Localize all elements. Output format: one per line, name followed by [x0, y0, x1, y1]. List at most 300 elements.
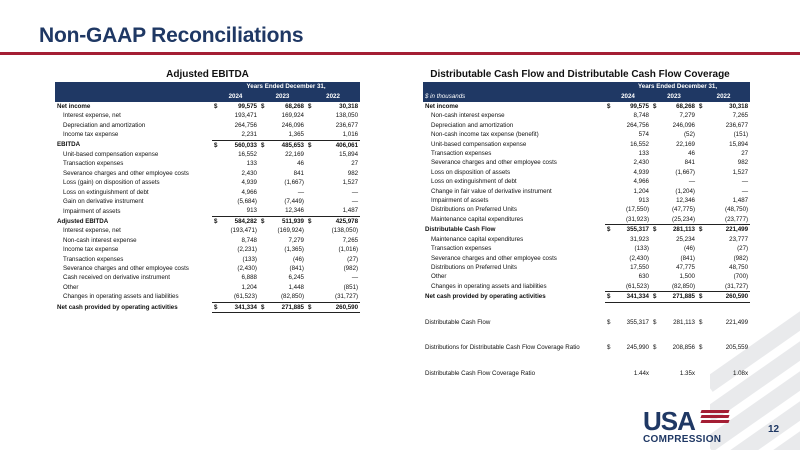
table-row	[423, 205, 750, 214]
currency-symbol	[651, 215, 659, 225]
table-row	[55, 273, 360, 282]
value-cell: 99,575	[238, 103, 257, 110]
table-row	[423, 343, 750, 352]
value-cell: —	[741, 178, 749, 186]
value-cell: 355,317	[626, 319, 649, 327]
currency-symbol	[605, 369, 613, 378]
currency-symbol	[212, 111, 220, 120]
currency-symbol	[259, 188, 267, 197]
row-label: Severance charges and other employee costs	[431, 254, 557, 262]
value-cell: 1,487	[732, 197, 749, 205]
value-cell: 208,856	[672, 344, 695, 352]
currency-symbol	[697, 140, 705, 149]
spacer-row	[423, 327, 750, 343]
currency-symbol: $	[259, 216, 267, 226]
value-cell: 584,282	[220, 216, 259, 226]
value-cell: 1,527	[732, 168, 749, 176]
value-cell: 271,885	[267, 302, 306, 312]
currency-symbol: $	[261, 103, 265, 110]
currency-symbol	[651, 158, 659, 167]
currency-symbol	[605, 215, 613, 225]
value-cell: (47,775)	[671, 206, 695, 214]
value-cell: 47,775	[676, 263, 695, 271]
currency-symbol	[697, 369, 705, 378]
currency-symbol	[259, 255, 267, 264]
currency-symbol	[605, 263, 613, 272]
logo-compression-text: COMPRESSION	[643, 434, 722, 445]
currency-symbol	[212, 226, 220, 235]
table-row	[423, 187, 750, 196]
adjusted-ebitda-table	[55, 82, 360, 313]
currency-symbol: $	[306, 302, 314, 312]
table-row	[423, 254, 750, 263]
currency-symbol	[605, 158, 613, 167]
value-cell: 1,016	[342, 131, 359, 139]
value-cell: 281,113	[659, 225, 697, 235]
table-row	[423, 215, 750, 225]
spacer-row	[423, 353, 750, 369]
row-label: Income tax expense	[63, 246, 119, 254]
value-cell: (700)	[733, 273, 749, 281]
row-label: Other	[431, 273, 447, 281]
value-cell: 138,050	[335, 112, 359, 120]
value-cell: (46)	[683, 245, 695, 253]
currency-symbol	[212, 159, 220, 168]
row-label: Changes in operating assets and liabilities	[431, 282, 547, 290]
value-cell: 12,346	[676, 197, 695, 205]
currency-symbol	[605, 130, 613, 139]
currency-symbol	[697, 149, 705, 158]
value-cell: 7,279	[679, 112, 695, 120]
value-cell: 27	[741, 150, 749, 158]
currency-symbol	[697, 111, 705, 120]
table-row	[423, 102, 750, 111]
value-cell: 1,204	[633, 187, 649, 195]
value-cell: 1,527	[342, 179, 359, 187]
value-cell: (2,430)	[237, 264, 257, 272]
currency-symbol	[259, 236, 267, 245]
value-cell: 7,265	[342, 236, 359, 244]
currency-symbol	[306, 206, 314, 216]
row-label: Loss on extinguishment of debt	[63, 188, 149, 196]
usa-compression-logo	[643, 406, 753, 446]
value-cell: 982	[347, 169, 359, 177]
value-cell: 7,279	[288, 236, 304, 244]
currency-symbol	[306, 188, 314, 197]
value-cell: (1,016)	[338, 246, 359, 254]
row-label: Cash received on derivative instrument	[63, 274, 170, 282]
right-units-label: $ in thousands	[423, 92, 605, 102]
currency-symbol	[259, 245, 267, 254]
table-row	[423, 130, 750, 139]
value-cell: 133	[638, 150, 649, 158]
value-cell: 1,365	[288, 131, 304, 139]
value-cell: —	[351, 198, 359, 206]
value-cell: 913	[246, 207, 257, 215]
value-cell: 221,499	[705, 225, 750, 235]
currency-symbol	[651, 196, 659, 205]
currency-symbol	[651, 254, 659, 263]
currency-symbol	[259, 111, 267, 120]
currency-symbol: $	[306, 216, 314, 226]
currency-symbol	[306, 197, 314, 206]
table-row	[55, 206, 360, 216]
value-cell: 15,894	[339, 151, 359, 159]
value-cell: 68,268	[285, 103, 304, 110]
value-cell: —	[741, 187, 749, 195]
currency-symbol	[605, 235, 613, 244]
value-cell: 4,966	[633, 178, 649, 186]
currency-symbol	[651, 244, 659, 253]
value-cell: 23,777	[729, 235, 749, 243]
currency-symbol	[697, 205, 705, 214]
currency-symbol	[605, 168, 613, 177]
row-label: Impairment of assets	[431, 197, 489, 205]
row-label: Maintenance capital expenditures	[431, 235, 524, 243]
currency-symbol	[306, 292, 314, 302]
currency-symbol	[212, 245, 220, 254]
currency-symbol: $	[607, 103, 611, 110]
currency-symbol: $	[699, 344, 703, 352]
currency-symbol	[651, 235, 659, 244]
value-cell: (82,850)	[280, 293, 304, 301]
value-cell: (27)	[737, 245, 749, 253]
table-row	[423, 225, 750, 235]
table-row	[423, 149, 750, 158]
table-row	[55, 302, 360, 312]
value-cell: 2,231	[241, 131, 257, 139]
table-row	[55, 236, 360, 245]
value-cell: 485,653	[267, 140, 306, 150]
currency-symbol	[651, 168, 659, 177]
table-row	[423, 196, 750, 205]
value-cell: (23,777)	[725, 215, 749, 223]
value-cell: 46	[297, 160, 304, 168]
row-label: Severance charges and other employee costs	[63, 169, 189, 177]
value-cell: 25,234	[676, 235, 695, 243]
row-label: Gain on derivative instrument	[63, 198, 144, 206]
table-row	[423, 292, 750, 302]
currency-symbol	[212, 150, 220, 159]
row-label: Unit-based compensation expense	[431, 140, 527, 148]
currency-symbol	[697, 121, 705, 130]
row-label: EBITDA	[57, 141, 81, 149]
value-cell: (1,667)	[675, 168, 695, 176]
right-year-2023: 2023	[651, 92, 697, 102]
table-row	[55, 178, 360, 187]
currency-symbol	[306, 255, 314, 264]
currency-symbol	[212, 264, 220, 273]
currency-symbol	[306, 150, 314, 159]
currency-symbol	[697, 196, 705, 205]
table-row	[55, 159, 360, 168]
value-cell: 913	[638, 197, 649, 205]
table-row	[55, 245, 360, 254]
value-cell: —	[351, 188, 359, 196]
value-cell: (31,727)	[725, 282, 749, 290]
value-cell: (31,923)	[625, 215, 649, 223]
currency-symbol: $	[697, 225, 705, 235]
currency-symbol	[651, 111, 659, 120]
left-year-2023: 2023	[259, 92, 306, 102]
row-label: Distributions on Preferred Units	[431, 206, 517, 214]
value-cell: 982	[737, 159, 749, 167]
currency-symbol	[605, 282, 613, 292]
currency-symbol	[605, 121, 613, 130]
value-cell: 264,756	[234, 121, 257, 129]
value-cell: 1,204	[241, 283, 257, 291]
table-row	[55, 111, 360, 120]
value-cell: 17,550	[630, 263, 649, 271]
value-cell: (133)	[242, 255, 257, 263]
value-cell: (46)	[292, 255, 304, 263]
currency-symbol: $	[699, 319, 703, 327]
currency-symbol	[259, 264, 267, 273]
value-cell: 1.08x	[732, 369, 749, 377]
currency-symbol	[697, 177, 705, 186]
currency-symbol: $	[605, 225, 613, 235]
value-cell: (61,523)	[625, 282, 649, 290]
table-row	[423, 263, 750, 272]
currency-symbol	[259, 206, 267, 216]
currency-symbol	[697, 187, 705, 196]
currency-symbol	[259, 292, 267, 302]
value-cell: 205,559	[725, 344, 749, 352]
value-cell: 4,939	[633, 168, 649, 176]
currency-symbol: $	[651, 292, 659, 302]
row-label: Changes in operating assets and liabilities	[63, 293, 179, 301]
currency-symbol	[259, 159, 267, 168]
value-cell: (82,850)	[671, 282, 695, 290]
value-cell: (1,365)	[284, 246, 304, 254]
value-cell: 133	[246, 160, 257, 168]
currency-symbol: $	[214, 103, 218, 110]
value-cell: 246,096	[672, 121, 695, 129]
value-cell: (5,684)	[237, 198, 257, 206]
row-label: Change in fair value of derivative instrument	[431, 187, 552, 195]
table-row	[423, 121, 750, 130]
row-label: Net income	[425, 103, 459, 110]
value-cell: 30,318	[729, 103, 749, 110]
value-cell: 30,318	[339, 103, 359, 110]
row-label: Severance charges and other employee costs	[431, 159, 557, 167]
table-row	[55, 264, 360, 273]
table-row	[55, 140, 360, 150]
row-label: Transaction expenses	[431, 245, 492, 253]
row-label: Loss on disposition of assets	[431, 168, 511, 176]
right-section-title: Distributable Cash Flow and Distributable Cash Flow Coverage	[430, 69, 730, 80]
value-cell: 12,346	[285, 207, 304, 215]
value-cell: 68,268	[676, 103, 695, 110]
currency-symbol	[259, 283, 267, 292]
currency-symbol	[259, 226, 267, 235]
spacer-row	[423, 302, 750, 318]
currency-symbol	[697, 263, 705, 272]
currency-symbol	[651, 369, 659, 378]
value-cell: 27	[351, 160, 359, 168]
table-row	[55, 292, 360, 302]
currency-symbol: $	[651, 225, 659, 235]
value-cell: 341,334	[613, 292, 651, 302]
currency-symbol: $	[259, 302, 267, 312]
row-label: Net cash provided by operating activities	[425, 293, 546, 301]
table-row	[55, 102, 360, 111]
value-cell: 560,033	[220, 140, 259, 150]
value-cell: 99,575	[630, 103, 649, 110]
currency-symbol	[697, 215, 705, 225]
row-label: Depreciation and amortization	[431, 121, 514, 129]
value-cell: (1,204)	[675, 187, 695, 195]
value-cell: (31,727)	[335, 293, 359, 301]
value-cell: 355,317	[613, 225, 651, 235]
currency-symbol	[697, 130, 705, 139]
value-cell: 22,169	[676, 140, 695, 148]
value-cell: 245,990	[626, 344, 649, 352]
value-cell: 169,924	[281, 112, 304, 120]
value-cell: 22,169	[285, 151, 304, 159]
currency-symbol	[306, 273, 314, 282]
currency-symbol	[605, 140, 613, 149]
currency-symbol: $	[259, 140, 267, 150]
currency-symbol	[212, 206, 220, 216]
currency-symbol	[306, 226, 314, 235]
value-cell: 1,448	[288, 283, 304, 291]
left-year-2024: 2024	[212, 92, 259, 102]
currency-symbol	[212, 169, 220, 178]
currency-symbol	[697, 235, 705, 244]
row-label: Loss (gain) on disposition of assets	[63, 179, 160, 187]
value-cell: 841	[293, 169, 304, 177]
value-cell: 1.35x	[679, 369, 695, 377]
currency-symbol: $	[607, 319, 611, 327]
currency-symbol	[259, 169, 267, 178]
value-cell: 46	[688, 150, 695, 158]
currency-symbol: $	[697, 292, 705, 302]
value-cell: 841	[684, 159, 695, 167]
currency-symbol: $	[699, 103, 703, 110]
value-cell: (17,550)	[625, 206, 649, 214]
currency-symbol	[212, 236, 220, 245]
row-label: Non-cash interest expense	[431, 112, 505, 120]
table-row	[423, 235, 750, 244]
currency-symbol: $	[212, 140, 220, 150]
currency-symbol	[259, 130, 267, 140]
row-label: Non-cash income tax expense (benefit)	[431, 131, 539, 139]
value-cell: (25,234)	[671, 215, 695, 223]
row-label: Income tax expense	[63, 131, 119, 139]
currency-symbol: $	[653, 103, 657, 110]
value-cell: —	[351, 274, 359, 282]
row-label: Depreciation and amortization	[63, 121, 146, 129]
currency-symbol	[212, 292, 220, 302]
value-cell: (982)	[733, 254, 749, 262]
currency-symbol	[605, 205, 613, 214]
value-cell: 2,430	[241, 169, 257, 177]
table-row	[423, 282, 750, 292]
row-label: Transaction expenses	[431, 150, 492, 158]
value-cell: 406,061	[314, 140, 360, 150]
left-year-2022: 2022	[306, 92, 360, 102]
currency-symbol	[697, 254, 705, 263]
row-label: Interest expense, net	[63, 112, 121, 120]
currency-symbol	[651, 187, 659, 196]
value-cell: (2,231)	[237, 246, 257, 254]
value-cell: 425,978	[314, 216, 360, 226]
currency-symbol	[651, 177, 659, 186]
table-row	[55, 216, 360, 226]
currency-symbol	[651, 130, 659, 139]
value-cell: 15,894	[729, 140, 749, 148]
currency-symbol	[306, 236, 314, 245]
currency-symbol	[212, 130, 220, 140]
currency-symbol	[212, 283, 220, 292]
row-label: Transaction expenses	[63, 160, 124, 168]
table-row	[55, 283, 360, 292]
value-cell: 1.44x	[633, 369, 649, 377]
value-cell: 341,334	[220, 302, 259, 312]
currency-symbol	[306, 111, 314, 120]
table-row	[55, 121, 360, 130]
value-cell: 264,756	[626, 121, 649, 129]
currency-symbol	[697, 168, 705, 177]
table-row	[423, 158, 750, 167]
row-label: Adjusted EBITDA	[57, 217, 109, 225]
left-section-title: Adjusted EBITDA	[166, 69, 249, 80]
currency-symbol: $	[308, 103, 312, 110]
currency-symbol	[605, 149, 613, 158]
currency-symbol	[651, 140, 659, 149]
value-cell: 8,748	[633, 112, 649, 120]
currency-symbol	[306, 178, 314, 187]
currency-symbol	[651, 263, 659, 272]
page-number: 12	[768, 424, 780, 435]
value-cell: 8,748	[241, 236, 257, 244]
currency-symbol	[605, 187, 613, 196]
value-cell: —	[688, 178, 695, 186]
row-label: Transaction expenses	[63, 255, 124, 263]
row-label: Impairment of assets	[63, 207, 121, 215]
row-label: Unit-based compensation expense	[63, 151, 159, 159]
row-label: Other	[63, 283, 79, 291]
currency-symbol	[697, 282, 705, 292]
value-cell: (52)	[683, 131, 695, 139]
value-cell: (7,449)	[284, 198, 304, 206]
value-cell: 31,923	[630, 235, 649, 243]
row-label: Net income	[57, 103, 91, 110]
table-row	[423, 111, 750, 120]
table-row	[423, 369, 750, 378]
currency-symbol	[651, 272, 659, 281]
currency-symbol	[651, 149, 659, 158]
currency-symbol	[697, 158, 705, 167]
value-cell: 6,245	[288, 274, 304, 282]
value-cell: 16,552	[238, 151, 257, 159]
table-row	[55, 150, 360, 159]
value-cell: 574	[638, 131, 649, 139]
currency-symbol: $	[212, 302, 220, 312]
row-label: Non-cash interest expense	[63, 236, 137, 244]
currency-symbol	[306, 283, 314, 292]
currency-symbol: $	[212, 216, 220, 226]
table-row	[55, 197, 360, 206]
value-cell: 630	[638, 273, 649, 281]
row-label: Distributions for Distributable Cash Flow Coverage Ratio	[425, 344, 580, 352]
logo-flag-icon	[701, 410, 729, 427]
currency-symbol: $	[605, 292, 613, 302]
row-label: Distributions on Preferred Units	[431, 263, 517, 271]
right-year-2022: 2022	[697, 92, 750, 102]
value-cell: (27)	[347, 255, 359, 263]
